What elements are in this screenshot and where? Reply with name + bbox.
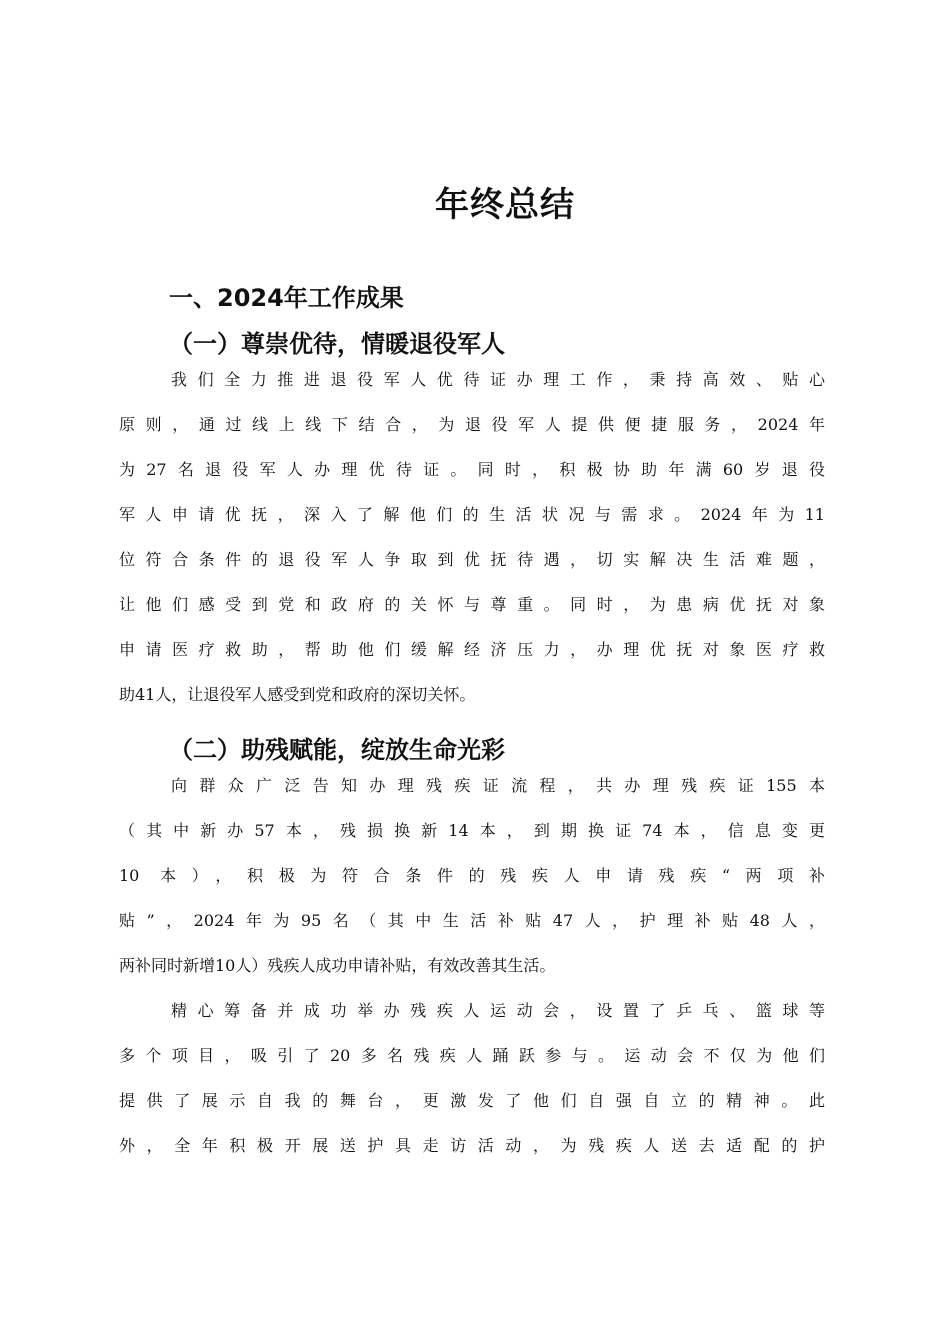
text-line: 向群众广泛告知办理残疾证流程，共办理残疾证155本: [171, 776, 825, 795]
text-line: 助41人，让退役军人感受到党和政府的深切关怀。: [119, 685, 476, 704]
text-line: 原则，通过线上线下结合，为退役军人提供便捷服务，2024年: [119, 415, 825, 434]
text-line: 提供了展示自我的舞台，更激发了他们自强自立的精神。此: [119, 1091, 825, 1110]
paragraph-veterans: [119, 367, 825, 727]
text-line: 外，全年积极开展送护具走访活动，为残疾人送去适配的护: [119, 1136, 825, 1155]
text-line: 让他们感受到党和政府的关怀与尊重。同时，为患病优抚对象: [119, 595, 825, 614]
text-line: 精心筹备并成功举办残疾人运动会，设置了乒乓、篮球等: [171, 1001, 825, 1020]
text-line: 10 本），积极为符合条件的残疾人申请残疾“两项补: [119, 866, 825, 885]
text-line: 两补同时新增10人）残疾人成功申请补贴，有效改善其生活。: [119, 956, 556, 975]
text-line: 为27名退役军人办理优待证。同时，积极协助年满60岁退役: [119, 460, 825, 479]
paragraph-disability-certificates: [119, 773, 825, 998]
subsection-heading-disability: （二）助残赋能，绽放生命光彩: [169, 735, 505, 764]
text-line: （其中新办57本，残损换新14本，到期换证74本，信息变更: [119, 821, 825, 840]
text-line: 多个项目，吸引了20多名残疾人踊跃参与。运动会不仅为他们: [119, 1046, 825, 1065]
section-heading-achievements: 一、2024年工作成果: [169, 284, 404, 312]
text-line: 军人申请优抚，深入了解他们的生活状况与需求。2024年为11: [119, 505, 825, 524]
page-title: 年终总结: [435, 185, 575, 225]
paragraph-sports-meeting: [119, 998, 825, 1178]
text-line: 贴”，2024年为95名（其中生活补贴47人，护理补贴48人，: [119, 911, 825, 930]
text-line: 我们全力推进退役军人优待证办理工作，秉持高效、贴心: [171, 370, 825, 389]
text-line: 位符合条件的退役军人争取到优抚待遇，切实解决生活难题，: [119, 550, 825, 569]
document-body: [119, 275, 825, 1178]
text-line: 申请医疗救助，帮助他们缓解经济压力，办理优抚对象医疗救: [119, 640, 825, 659]
subsection-heading-veterans: （一）尊崇优待，情暖退役军人: [169, 329, 505, 358]
